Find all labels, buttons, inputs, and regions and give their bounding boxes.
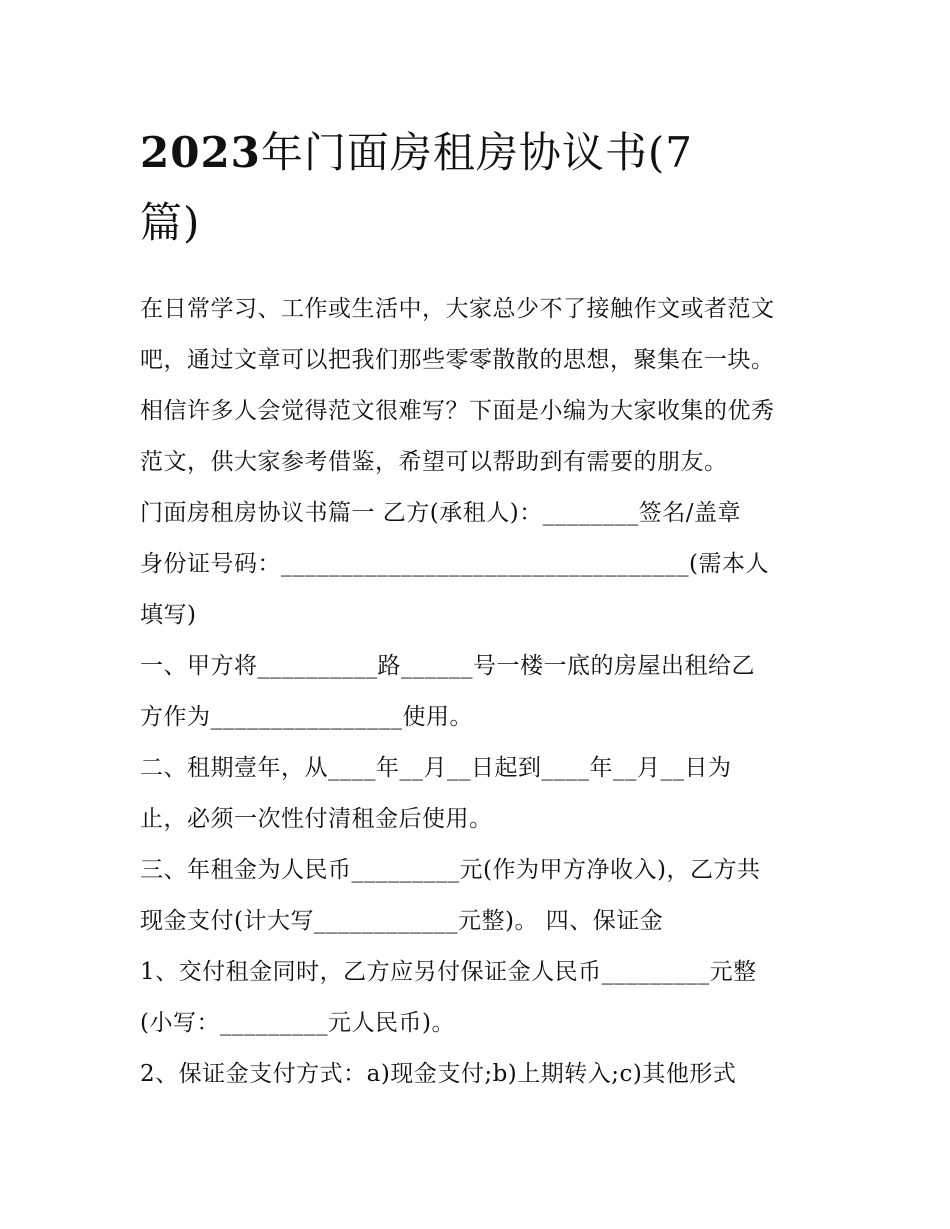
document-title — [140, 118, 820, 258]
section-heading-line: 门面房租房协议书篇一 乙方(承租人)：________签名/盖章 — [140, 500, 742, 526]
body-line: 在日常学习、工作或生活中，大家总少不了接触作文或者范文 — [140, 296, 775, 322]
clause-line: (小写：_________元人民币)。 — [140, 1010, 455, 1036]
body-line: 相信许多人会觉得范文很难写？下面是小编为大家收集的优秀 — [140, 398, 775, 424]
body-line: 填写) — [140, 602, 197, 628]
document-page — [140, 118, 820, 1100]
clause-line: 现金支付(计大写____________元整)。 四、保证金 — [140, 908, 664, 934]
title-line-1: 2023年门面房租房协议书(7 — [140, 128, 694, 177]
document-body — [140, 284, 820, 1100]
clause-line: 2、保证金支付方式：a)现金支付;b)上期转入;c)其他形式 — [140, 1061, 737, 1087]
body-line: 范文，供大家参考借鉴，希望可以帮助到有需要的朋友。 — [140, 449, 728, 475]
clause-line: 方作为________________使用。 — [140, 704, 473, 730]
clause-line: 一、甲方将__________路______号一楼一底的房屋出租给乙 — [140, 653, 755, 679]
title-line-2: 篇) — [140, 198, 201, 247]
clause-line: 止，必须一次性付清租金后使用。 — [140, 806, 493, 832]
clause-line: 二、租期壹年，从____年__月__日起到____年__月__日为 — [140, 755, 732, 781]
title-year: 2023 — [140, 128, 261, 177]
clause-line: 1、交付租金同时，乙方应另付保证金人民币_________元整 — [140, 959, 757, 985]
body-line: 身份证号码：__________________________________(需本人 — [140, 551, 769, 577]
clause-line: 三、年租金为人民币_________元(作为甲方净收入)，乙方共 — [140, 857, 761, 883]
body-line: 吧，通过文章可以把我们那些零零散散的思想，聚集在一块。 — [140, 347, 775, 373]
